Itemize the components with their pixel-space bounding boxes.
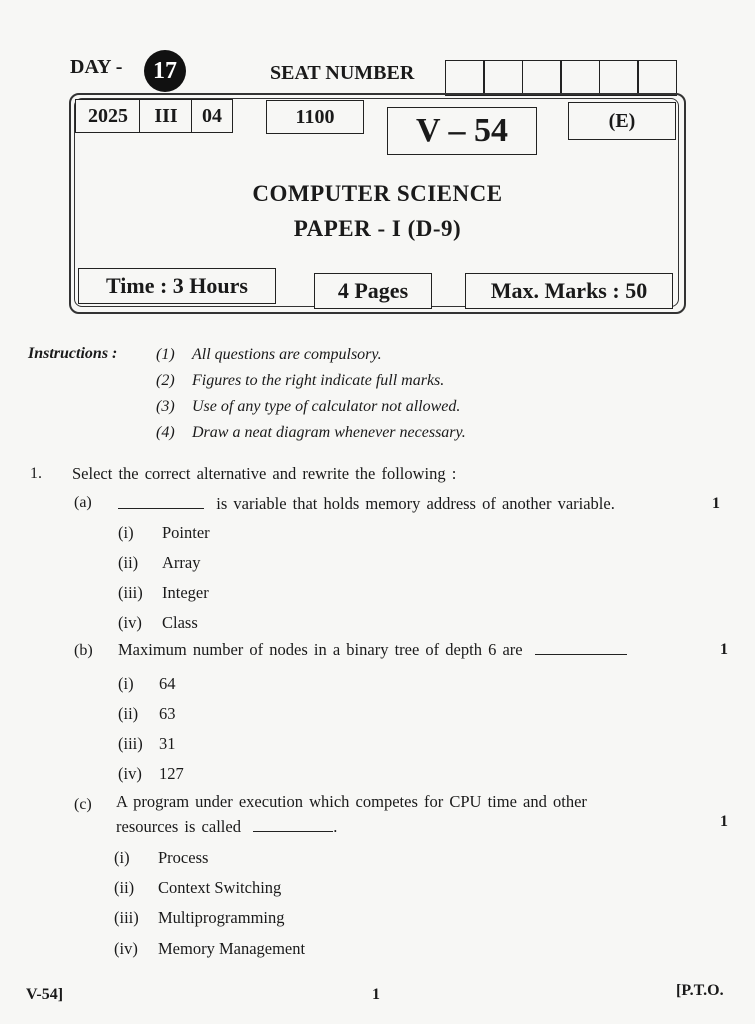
option-number: (iii): [118, 734, 143, 753]
seat-number-box[interactable]: [560, 60, 600, 96]
day-label: DAY -: [70, 56, 123, 78]
part-text-body: Maximum number of nodes in a binary tree of depth 6 are: [118, 640, 523, 659]
paper-code: V – 54: [387, 107, 537, 155]
answer-blank: [253, 819, 333, 832]
option-number: (iv): [114, 939, 138, 958]
question-number: 1.: [30, 465, 42, 482]
seat-number-box[interactable]: [637, 60, 677, 96]
option-item: [118, 704, 176, 724]
answer-blank: [535, 642, 627, 655]
answer-blank: [118, 496, 204, 509]
code-roman: III: [139, 99, 193, 133]
option-text: Array: [162, 553, 201, 572]
part-label: (b): [74, 642, 93, 659]
seat-number-box[interactable]: [483, 60, 523, 96]
instruction-number: (4): [156, 424, 175, 441]
part-marks: 1: [712, 495, 720, 512]
option-number: (iv): [118, 613, 142, 632]
instruction-item: [156, 398, 460, 416]
part-marks: 1: [720, 813, 728, 830]
part-text-line1: A program under execution which competes for CPU time and other: [116, 792, 587, 811]
instruction-text: Draw a neat diagram whenever necessary.: [192, 424, 466, 441]
instruction-number: (1): [156, 346, 175, 363]
instruction-text: All questions are compulsory.: [192, 346, 382, 363]
option-text: 63: [159, 704, 176, 723]
option-text: Multiprogramming: [158, 908, 285, 927]
part-label: (c): [74, 796, 92, 813]
max-marks-box: Max. Marks : 50: [465, 273, 673, 309]
instruction-number: (3): [156, 398, 175, 415]
option-number: (iv): [118, 764, 142, 783]
option-item: [114, 878, 281, 898]
option-text: Class: [162, 613, 198, 632]
subject-title: COMPUTER SCIENCE: [252, 181, 503, 206]
option-item: [118, 734, 176, 754]
option-item: [118, 583, 209, 603]
instruction-text: Figures to the right indicate full marks.: [192, 372, 445, 389]
paper-title: PAPER - I (D-9): [293, 216, 462, 241]
option-item: [118, 674, 176, 694]
option-item: [114, 908, 285, 928]
seat-number-box[interactable]: [522, 60, 562, 96]
instruction-item: [156, 346, 382, 364]
option-item: [114, 848, 208, 868]
instruction-item: [156, 372, 444, 390]
code-1100: 1100: [266, 100, 364, 134]
language-code: (E): [568, 102, 676, 140]
part-text: [118, 494, 615, 514]
page-number: 1: [372, 986, 380, 1003]
code-year: 2025: [75, 99, 141, 133]
option-number: (i): [114, 848, 130, 867]
part-text-body: resources is called: [116, 817, 241, 836]
option-number: (i): [118, 674, 134, 693]
option-number: (i): [118, 523, 134, 542]
option-number: (ii): [118, 704, 139, 723]
footer-paper-code: V-54]: [26, 986, 64, 1003]
option-text: 127: [159, 764, 184, 783]
option-number: (iii): [114, 908, 139, 927]
option-text: 64: [159, 674, 176, 693]
option-text: Integer: [162, 583, 209, 602]
instructions-label: Instructions :: [28, 345, 118, 362]
option-number: (ii): [118, 553, 139, 572]
code-number: 04: [191, 99, 233, 133]
pto-label: [P.T.O.: [676, 982, 724, 999]
instruction-item: [156, 424, 466, 442]
part-text-line2: [116, 817, 337, 837]
part-text-end: .: [333, 817, 338, 836]
seat-number-boxes: [446, 60, 677, 96]
seat-number-box[interactable]: [445, 60, 485, 96]
part-text: [118, 640, 627, 660]
option-text: Context Switching: [158, 878, 282, 897]
option-text: Memory Management: [158, 939, 306, 958]
seat-number-label: SEAT NUMBER: [270, 62, 415, 84]
part-text-after-blank: is variable that holds memory address of another variable.: [216, 494, 615, 513]
day-number-badge: 17: [144, 50, 186, 92]
seat-number-box[interactable]: [599, 60, 639, 96]
option-text: Pointer: [162, 523, 210, 542]
option-text: 31: [159, 734, 176, 753]
option-item: [118, 764, 184, 784]
instruction-text: Use of any type of calculator not allowed.: [192, 398, 461, 415]
part-marks: 1: [720, 641, 728, 658]
option-item: [114, 939, 305, 959]
option-number: (iii): [118, 583, 143, 602]
option-item: [118, 553, 200, 573]
pages-box: 4 Pages: [314, 273, 432, 309]
instruction-number: (2): [156, 372, 175, 389]
option-item: [118, 523, 210, 543]
part-label: (a): [74, 494, 92, 511]
option-text: Process: [158, 848, 209, 867]
option-item: [118, 613, 198, 633]
question-text: Select the correct alternative and rewrite the following :: [72, 464, 457, 483]
time-box: Time : 3 Hours: [78, 268, 276, 304]
option-number: (ii): [114, 878, 135, 897]
